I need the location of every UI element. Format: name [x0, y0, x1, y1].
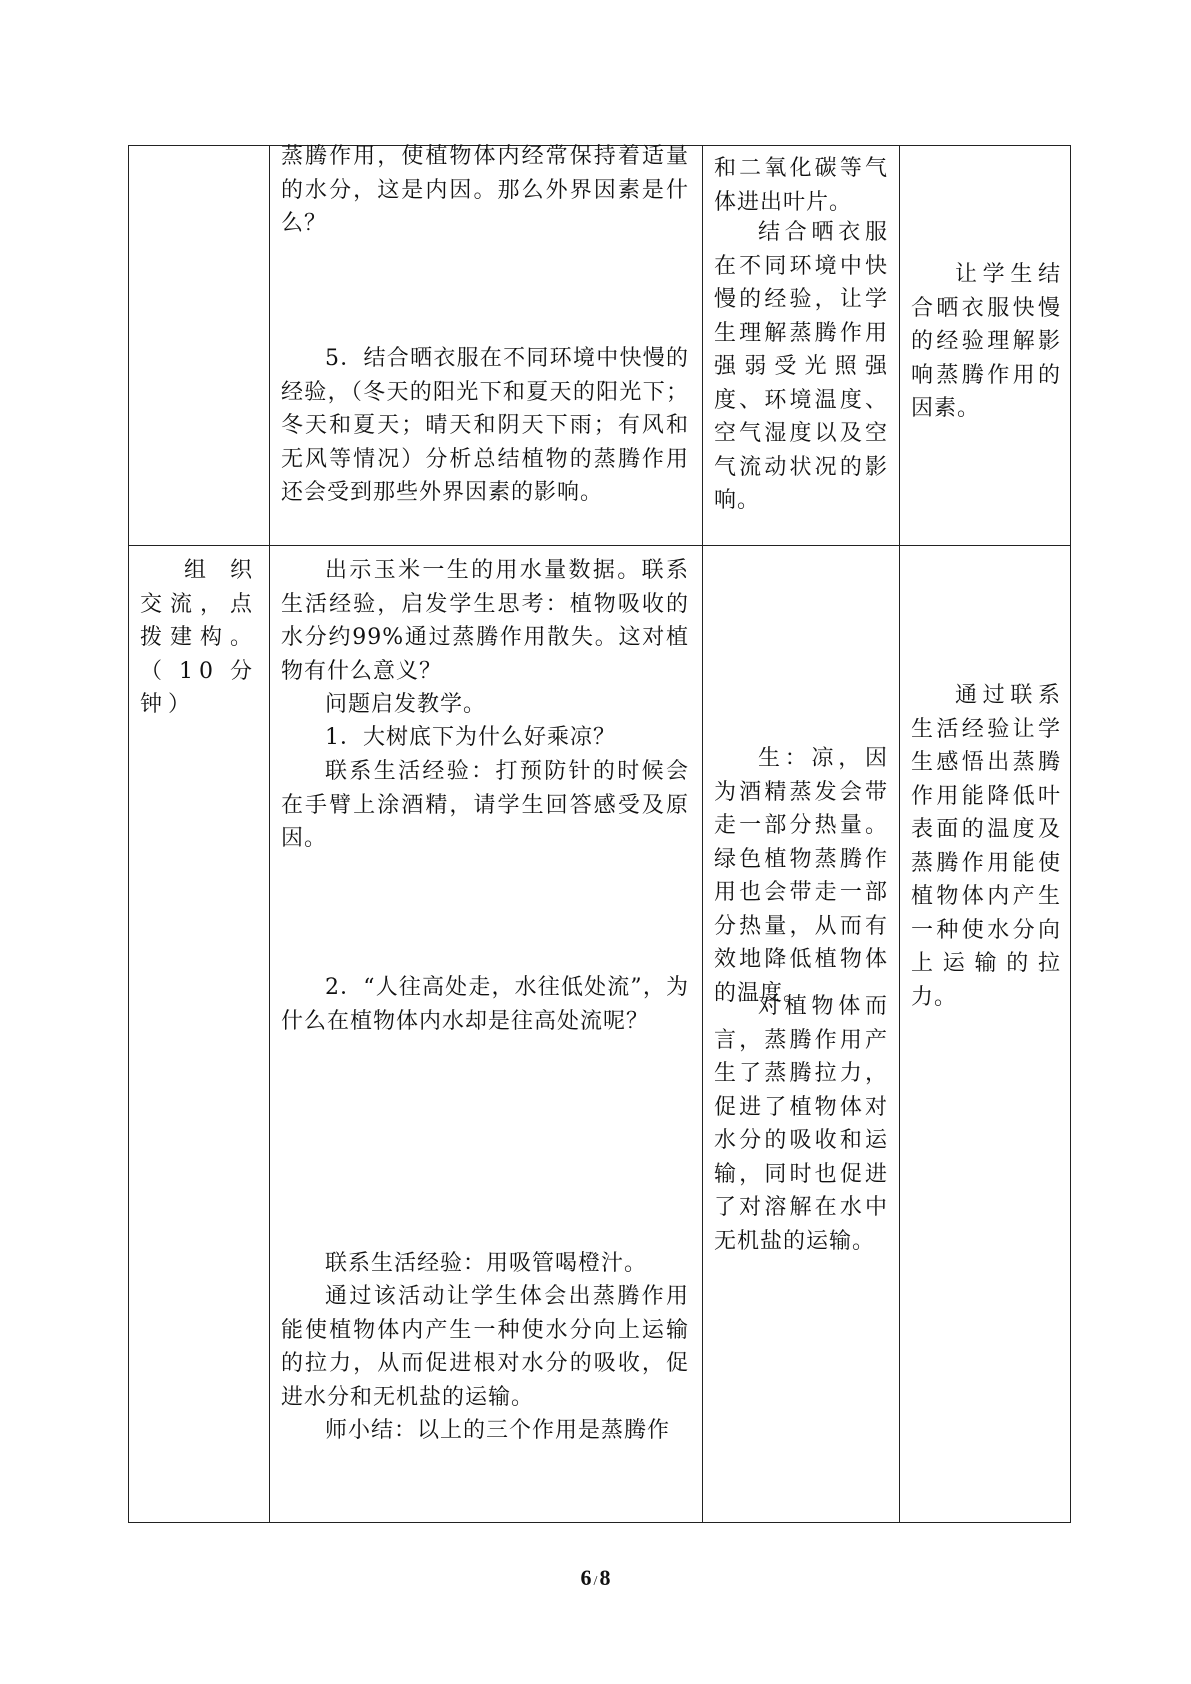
student-text: 生：凉，因为酒精蒸发会带走一部分热量。绿色植物蒸腾作用也会带走一部分热量，从而有效地降低植物体的温度。: [714, 746, 888, 1006]
student-activity-cell: [703, 146, 900, 546]
stage-cell: [129, 546, 270, 1523]
stage-text: 组织交流，点拨建构。（10分钟）: [140, 558, 258, 717]
teacher-activity-cell: [270, 146, 703, 546]
teacher-text: 问题启发教学。: [325, 692, 487, 717]
student-text: 对植物体而言，蒸腾作用产生了蒸腾拉力，促进了植物体对水分的吸收和运输，同时也促进了对溶解在水中无机盐的运输。: [714, 994, 888, 1254]
teacher-text: 联系生活经验：用吸管喝橙汁。: [325, 1251, 648, 1276]
student-text: 结合晒衣服在不同环境中快慢的经验，让学生理解蒸腾作用强弱受光照强度、环境温度、空气湿度以及空气流动状况的影响。: [714, 220, 888, 513]
student-activity-cell: [703, 546, 900, 1523]
teacher-text: 出示玉米一生的用水量数据。联系生活经验，启发学生思考：植物吸收的水分约99%通过蒸腾作用散失。这对植物有什么意义？: [281, 558, 689, 684]
student-text: 和二氧化碳等气体进出叶片。: [714, 156, 888, 215]
current-page: 6: [580, 1565, 592, 1590]
teacher-text: 师小结：以上的三个作用是蒸腾作: [325, 1418, 671, 1443]
table-row: [129, 146, 1071, 546]
page-number: [0, 1565, 1191, 1591]
intent-cell: [900, 146, 1071, 546]
teacher-activity-cell: [270, 546, 703, 1523]
total-pages: 8: [599, 1565, 611, 1590]
lesson-table: [128, 145, 1071, 1523]
intent-text: 通过联系生活经验让学生感悟出蒸腾作用能降低叶表面的温度及蒸腾作用能使植物体内产生一种使水分向上运输的拉力。: [911, 683, 1061, 1010]
intent-text: 让学生结合晒衣服快慢的经验理解影响蒸腾作用的因素。: [911, 262, 1061, 421]
teacher-text: 蒸腾作用，使植物体内经常保持着适量的水分，这是内因。那么外界因素是什么？: [281, 144, 689, 236]
teacher-text: 1．大树底下为什么好乘凉？: [325, 725, 616, 750]
intent-cell: [900, 546, 1071, 1523]
teacher-text: 2．“人往高处走，水往低处流”，为什么在植物体内水却是往高处流呢？: [281, 975, 689, 1034]
stage-cell: [129, 146, 270, 546]
table-row: [129, 546, 1071, 1523]
page-separator: /: [593, 1574, 598, 1589]
teacher-text: 联系生活经验：打预防针的时候会在手臂上涂酒精，请学生回答感受及原因。: [281, 759, 689, 851]
teacher-text: 通过该活动让学生体会出蒸腾作用能使植物体内产生一种使水分向上运输的拉力，从而促进根对水分的吸收，促进水分和无机盐的运输。: [281, 1284, 689, 1410]
teacher-text: 5．结合晒衣服在不同环境中快慢的经验，（冬天的阳光下和夏天的阳光下；冬天和夏天；晴天和阴天下雨；有风和无风等情况）分析总结植物的蒸腾作用还会受到那些外界因素的影响。: [281, 346, 689, 505]
